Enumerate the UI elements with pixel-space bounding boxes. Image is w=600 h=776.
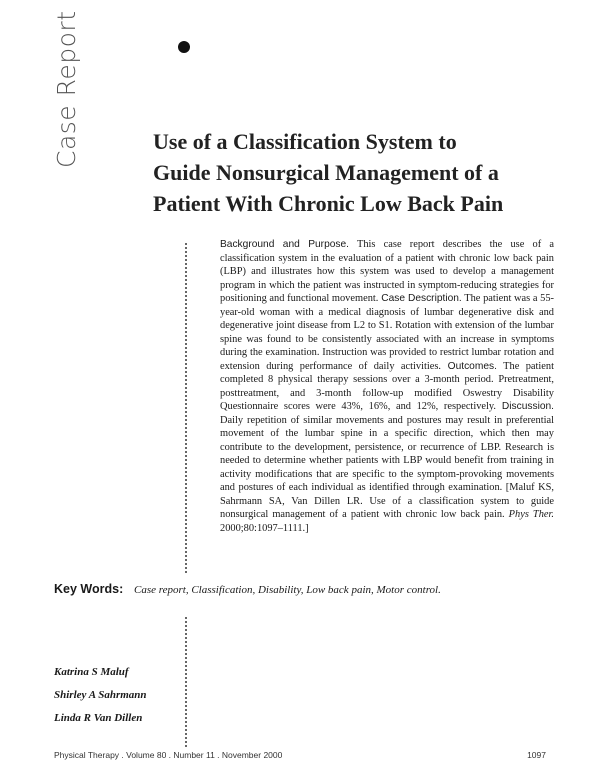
abstract-outcomes-text: The patient completed 8 physical therapy sessions over a 3-month period. Pretreatment, posttreatment, and 3-month follow-up modified Oswestry Disability Questionnaire scores were 43%, 16%, and 12%, respectively. [220,360,554,412]
abstract-discussion-text: Daily repetition of similar movements and postures may result in preferential movement of the lumbar spine in a specific direction, which then may contribute to the development, persistence, or recurrence of LBP. Research is needed to determine whether patients with LBP would benefit from training in activity modifications that are specific to the symptom-provoking movements and postures of each individual as identified through examination. [220,414,554,493]
abstract-heading-background: Background and Purpose. [220,239,349,250]
abstract-citation-journal: Phys Ther. [508,509,554,520]
dotted-rule-authors [185,617,187,747]
abstract-citation: [Maluf KS, Sahrmann SA, Van Dillen LR. Use of a classification system to guide nonsurgical management of a patient with chronic low back pain. [220,482,554,520]
author-name: Linda R Van Dillen [54,712,143,724]
author-name: Katrina S Maluf [54,666,129,678]
footer-journal: Physical Therapy . Volume 80 . Number 11 . November 2000 [54,750,283,760]
section-label: Case Report [52,10,81,168]
title-line-2: Guide Nonsurgical Management of a [153,160,499,185]
author-name: Shirley A Sahrmann [54,689,147,701]
author-list [54,661,147,730]
abstract-citation-tail: 2000;80:1097–1111.] [220,522,309,534]
page-footer [54,750,546,760]
abstract-heading-discussion: Discussion. [496,401,554,412]
abstract [220,238,554,535]
abstract-paragraph [220,238,554,535]
dotted-rule-abstract [185,243,187,573]
abstract-background-text: This case report describes the use of a classification system in the evaluation of a patient with chronic low back pain (LBP) and illustrates how this system was used to develop a management program in which the patient was instructed in symptom-reducing strategies for positioning and functional movement. [220,239,554,304]
abstract-case-text: The patient was a 55-year-old woman with a medical diagnosis of lumbar degenerative disk and degenerative joint disease from L2 to S1. Rotation with extension of the lumbar spine was found to be consistently associated with an increase in symptoms during the examination. Instruction was provided to restrict lumbar rotation and extension during performance of daily activities. [220,293,554,372]
key-words [54,582,574,596]
article-title [153,126,583,219]
key-words-label: Key Words: [54,582,124,596]
abstract-heading-outcomes: Outcomes. [441,360,497,372]
key-words-text: Case report, Classification, Disability, Low back pain, Motor control. [133,584,441,596]
abstract-heading-case: Case Description. [378,293,462,304]
bullet-dot [178,41,190,53]
title-line-1: Use of a Classification System to [153,129,457,154]
page-number: 1097 [527,750,546,760]
title-line-3: Patient With Chronic Low Back Pain [153,191,504,216]
